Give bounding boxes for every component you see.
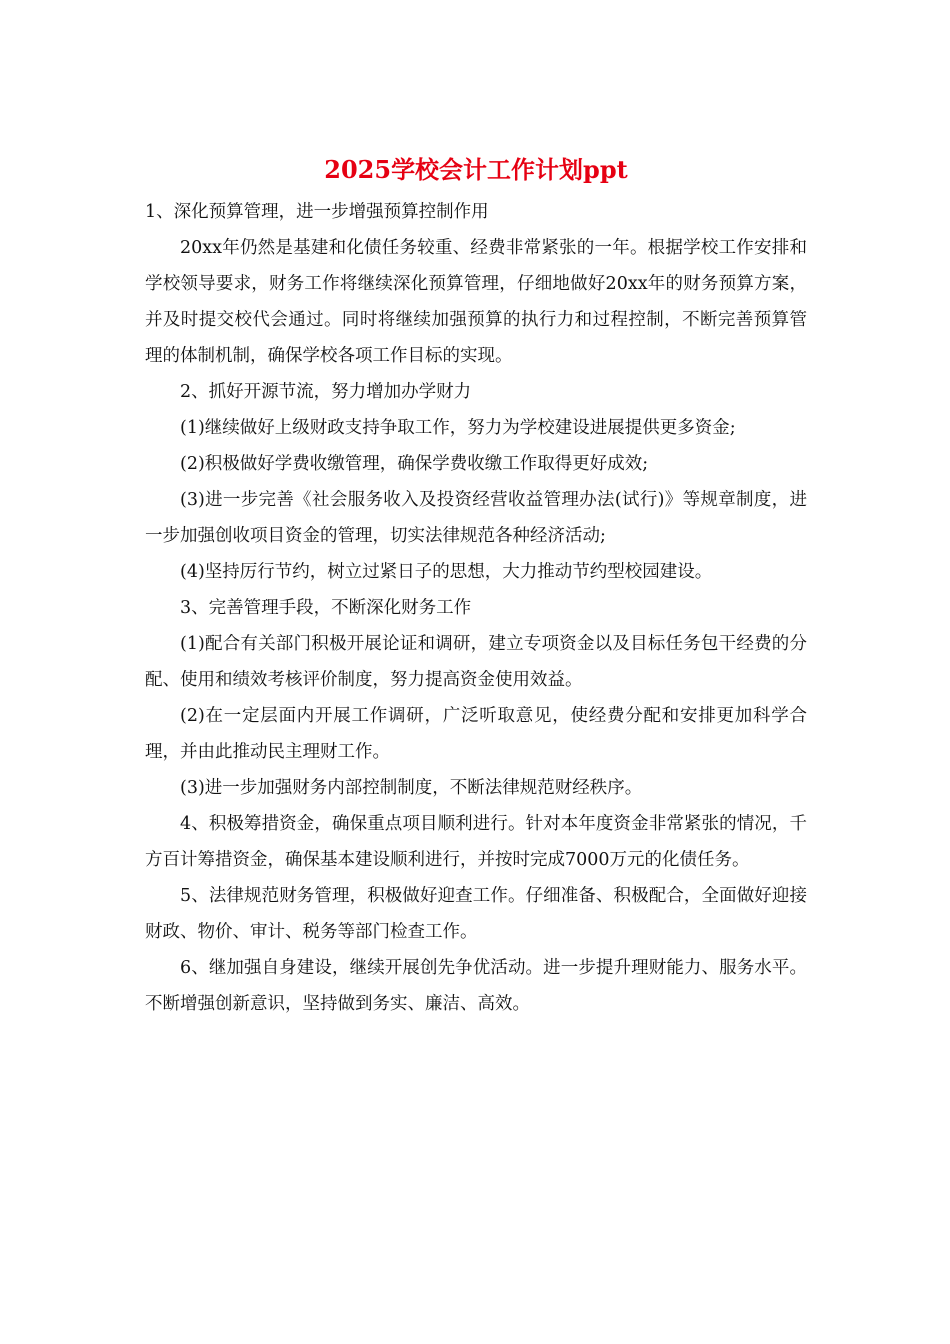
document-title: 2025学校会计工作计划ppt (324, 155, 628, 184)
paragraph: (3)进一步完善《社会服务收入及投资经营收益管理办法(试行)》等规章制度，进一步加强创收项目资金的管理，切实法律规范各种经济活动; (145, 490, 807, 546)
paragraph: (3)进一步加强财务内部控制制度，不断法律规范财经秩序。 (180, 778, 643, 798)
paragraph: (1)继续做好上级财政支持争取工作，努力为学校建设进展提供更多资金; (180, 418, 736, 438)
paragraph: (4)坚持厉行节约，树立过紧日子的思想，大力推动节约型校园建设。 (180, 562, 713, 582)
paragraph: (2)在一定层面内开展工作调研，广泛听取意见，使经费分配和安排更加科学合理，并由此推动民主理财工作。 (145, 706, 807, 762)
document-body (145, 150, 807, 1022)
paragraph: 20xx年仍然是基建和化债任务较重、经费非常紧张的一年。根据学校工作安排和学校领导要求，财务工作将继续深化预算管理，仔细地做好20xx年的财务预算方案，并及时提交校代会通过。同时将继续加强预算的执行力和过程控制，不断完善预算管理的体制机制，确保学校各项工作目标的实现。 (145, 238, 807, 366)
paragraph: 1、深化预算管理，进一步增强预算控制作用 (145, 202, 489, 222)
paragraph: 6、继加强自身建设，继续开展创先争优活动。进一步提升理财能力、服务水平。不断增强创新意识，坚持做到务实、廉洁、高效。 (145, 958, 807, 1014)
paragraph: 3、完善管理手段，不断深化财务工作 (180, 598, 472, 618)
paragraph: 2、抓好开源节流，努力增加办学财力 (180, 382, 472, 402)
paragraph: 5、法律规范财务管理，积极做好迎查工作。仔细准备、积极配合，全面做好迎接财政、物价、审计、税务等部门检查工作。 (145, 886, 807, 942)
paragraph: (1)配合有关部门积极开展论证和调研，建立专项资金以及目标任务包干经费的分配、使用和绩效考核评价制度，努力提高资金使用效益。 (145, 634, 807, 690)
paragraph: 4、积极筹措资金，确保重点项目顺利进行。针对本年度资金非常紧张的情况，千方百计筹措资金，确保基本建设顺利进行，并按时完成7000万元的化债任务。 (145, 814, 807, 870)
paragraph: (2)积极做好学费收缴管理，确保学费收缴工作取得更好成效; (180, 454, 649, 474)
